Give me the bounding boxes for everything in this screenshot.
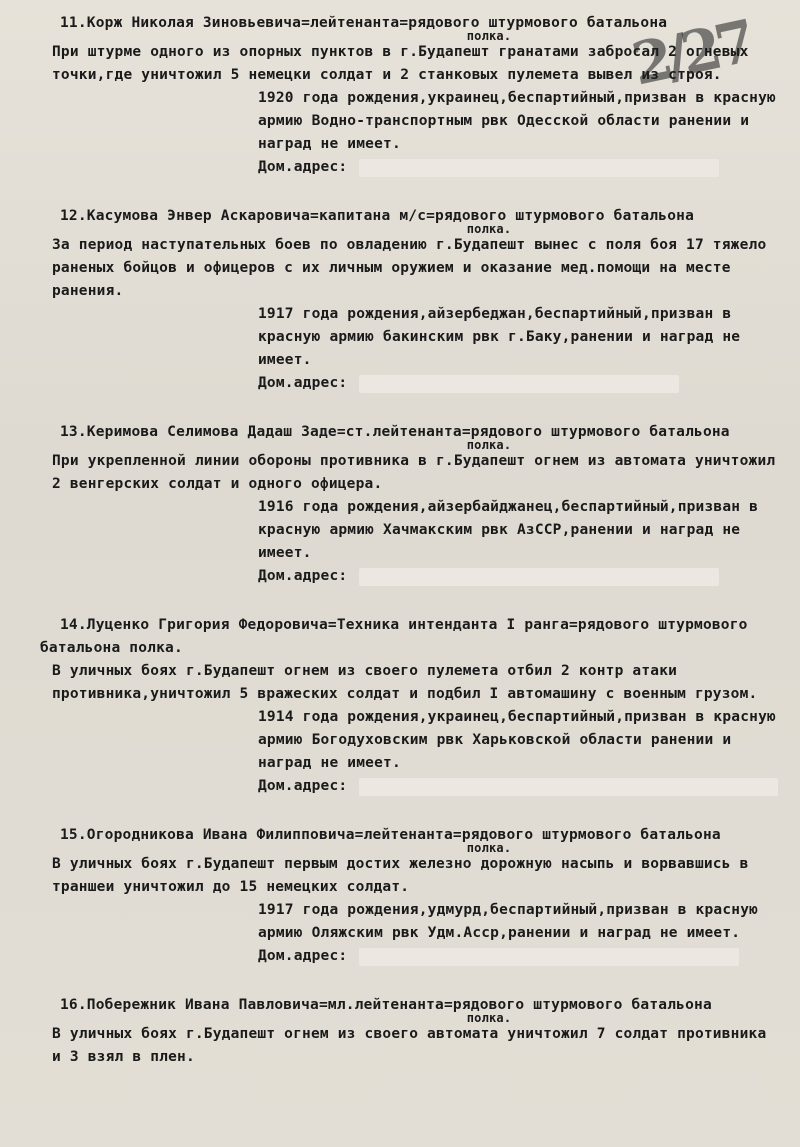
entry-14 [40, 614, 778, 798]
entry-feat: При укрепленной линии обороны противника в г.Будапешт огнем из автомата уничтожил 2 венгерских солдат и одного офицера. [52, 453, 776, 492]
entry-feat: В уличных боях г.Будапешт первым достих железно дорожную насыпь и ворвавшись в траншеи уничтожил до 15 немецких солдат. [52, 856, 749, 895]
redaction-bar [359, 778, 778, 796]
address-label: Дом.адрес: [258, 159, 348, 175]
handwritten-number: 2/27 [626, 7, 757, 99]
entry-polka: полка. [466, 29, 512, 43]
address-label: Дом.адрес: [258, 375, 348, 391]
entry-header: 14.Луценко Григория Федоровича=Техника интенданта I ранга=рядового штурмового батальона полка. [40, 617, 748, 656]
entry-address [40, 945, 778, 968]
entry-bio: 1917 года рождения,удмурд,беспартийный,призван в красную армию Оляжским рвк Удм.Асср,ранении и наград не имеет. [258, 902, 759, 941]
entry-16 [40, 994, 778, 1069]
entry-bio: 1917 года рождения,айзербеджан,беспартийный,призван в красную армию бакинским рвк г.Баку,ранении и наград не имеет. [258, 306, 741, 368]
entry-header: 15.Огородникова Ивана Филипповича=лейтенанта=рядового штурмового батальона [60, 827, 721, 843]
entry-address [40, 775, 778, 798]
entry-feat: При штурме одного из опорных пунктов в г.Будапешт гранатами забросал 2 огневых точки,где уничтожил 5 немецки солдат и 2 станковых пулемета вывел из строя. [52, 44, 749, 83]
entry-12 [40, 205, 778, 395]
entry-polka: полка. [466, 222, 512, 236]
entry-feat: За период наступательных боев по овладению г.Будапешт вынес с поля боя 17 тяжело раненых бойцов и офицеров с их личным оружием и оказание мед.помощи на месте ранения. [52, 237, 767, 299]
redaction-bar [359, 948, 739, 966]
entry-polka: полка. [466, 438, 512, 452]
entry-polka: полка. [466, 841, 512, 855]
entry-header: 13.Керимова Селимова Дадаш Заде=ст.лейтенанта=рядового штурмового батальона [60, 424, 730, 440]
entry-15 [40, 824, 778, 968]
entry-header: 16.Побережник Ивана Павловича=мл.лейтенанта=рядового штурмового батальона [60, 997, 712, 1013]
entry-address [40, 565, 778, 588]
entry-header: 11.Корж Николая Зиновьевича=лейтенанта=рядового штурмового батальона [60, 15, 668, 31]
redaction-bar [359, 375, 679, 393]
entry-bio: 1920 года рождения,украинец,беспартийный,призван в красную армию Водно-транспортным рвк Одесской области ранении и наград не имеет. [258, 90, 776, 152]
entry-address [40, 156, 778, 179]
redaction-bar [359, 159, 719, 177]
entry-header: 12.Касумова Энвер Аскаровича=капитана м/с=рядового штурмового батальона [60, 208, 695, 224]
address-label: Дом.адрес: [258, 568, 348, 584]
entry-bio: 1914 года рождения,украинец,беспартийный,призван в красную армию Богодуховским рвк Харьковской области ранении и наград не имеет. [258, 709, 776, 771]
redaction-bar [359, 568, 719, 586]
address-label: Дом.адрес: [258, 778, 348, 794]
entry-address [40, 372, 778, 395]
entry-13 [40, 421, 778, 588]
entry-feat: В уличных боях г.Будапешт огнем из своего пулемета отбил 2 контр атаки противника,уничтожил 5 вражеских солдат и подбил I автомашину с военным грузом. [52, 663, 758, 702]
entry-bio: 1916 года рождения,айзербайджанец,беспартийный,призван в красную армию Хачмакским рвк АзССР,ранении и наград не имеет. [258, 499, 759, 561]
entry-feat: В уличных боях г.Будапешт огнем из своего автомата уничтожил 7 солдат противника и 3 взял в плен. [52, 1026, 767, 1065]
entry-polka: полка. [466, 1011, 512, 1025]
address-label: Дом.адрес: [258, 948, 348, 964]
